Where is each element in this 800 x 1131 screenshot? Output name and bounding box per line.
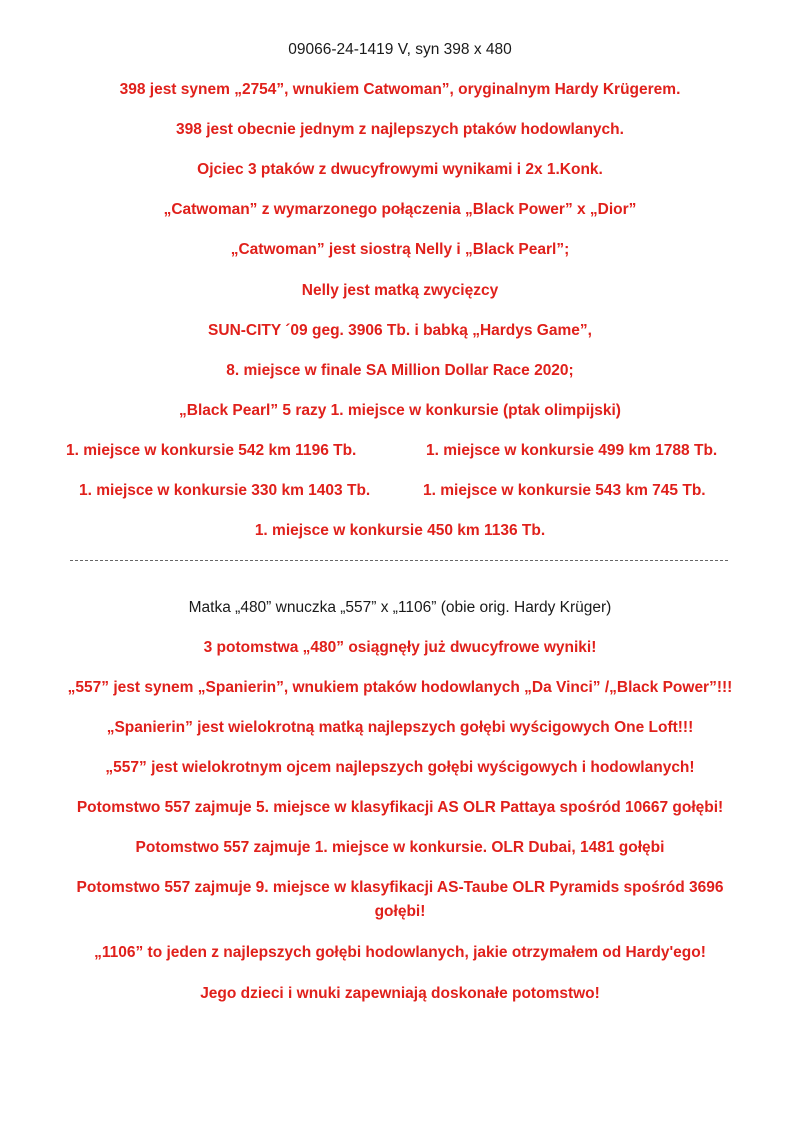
text-line: „557” jest wielokrotnym ojcem najlepszych gołębi wyścigowych i hodowlanych!	[105, 759, 695, 776]
text-line: Potomstwo 557 zajmuje 1. miejsce w konkursie. OLR Dubai, 1481 gołębi	[135, 839, 665, 856]
text-line: „Black Pearl” 5 razy 1. miejsce w konkursie (ptak olimpijski)	[179, 402, 621, 419]
result-item: 1. miejsce w konkursie 450 km 1136 Tb.	[254, 522, 546, 539]
text-line: „Spanierin” jest wielokrotną matką najlepszych gołębi wyścigowych One Loft!!!	[106, 719, 694, 736]
text-line: SUN-CITY ´09 geg. 3906 Tb. i babką „Hardys Game”,	[208, 322, 592, 339]
result-item: 1. miejsce w konkursie 543 km 745 Tb.	[423, 482, 706, 499]
text-line: „1106” to jeden z najlepszych gołębi hodowlanych, jakie otrzymałem od Hardy'ego!	[94, 944, 706, 961]
text-line: Nelly jest matką zwycięzcy	[301, 282, 499, 299]
pedigree-header: 09066-24-1419 V, syn 398 x 480	[288, 41, 512, 58]
text-line: Ojciec 3 ptaków z dwucyfrowymi wynikami i 2x 1.Konk.	[197, 161, 603, 178]
text-line: 398 jest synem „2754”, wnukiem Catwoman”, oryginalnym Hardy Krügerem.	[119, 81, 681, 98]
text-line: gołębi!	[374, 903, 426, 920]
text-line: 398 jest obecnie jednym z najlepszych ptaków hodowlanych.	[176, 121, 624, 138]
result-item: 1. miejsce w konkursie 330 km 1403 Tb.	[79, 482, 371, 499]
text-line: Potomstwo 557 zajmuje 5. miejsce w klasyfikacji AS OLR Pattaya spośród 10667 gołębi!	[76, 799, 724, 816]
text-line: „557” jest synem „Spanierin”, wnukiem ptaków hodowlanych „Da Vinci” /„Black Power”!!!	[67, 679, 733, 696]
dam-header: Matka „480” wnuczka „557” x „1106” (obie orig. Hardy Krüger)	[188, 599, 612, 616]
result-item: 1. miejsce w konkursie 542 km 1196 Tb.	[66, 442, 357, 459]
text-line: „Catwoman” z wymarzonego połączenia „Black Power” x „Dior”	[163, 201, 637, 218]
result-item: 1. miejsce w konkursie 499 km 1788 Tb.	[426, 442, 718, 459]
text-line: Jego dzieci i wnuki zapewniają doskonałe potomstwo!	[200, 985, 600, 1002]
text-line: Potomstwo 557 zajmuje 9. miejsce w klasyfikacji AS-Taube OLR Pyramids spośród 3696	[76, 879, 724, 896]
text-line: 8. miejsce w finale SA Million Dollar Race 2020;	[226, 362, 574, 379]
text-line: 3 potomstwa „480” osiągnęły już dwucyfrowe wyniki!	[203, 639, 597, 656]
text-line: „Catwoman” jest siostrą Nelly i „Black Pearl”;	[230, 241, 570, 258]
section-divider	[70, 560, 728, 561]
